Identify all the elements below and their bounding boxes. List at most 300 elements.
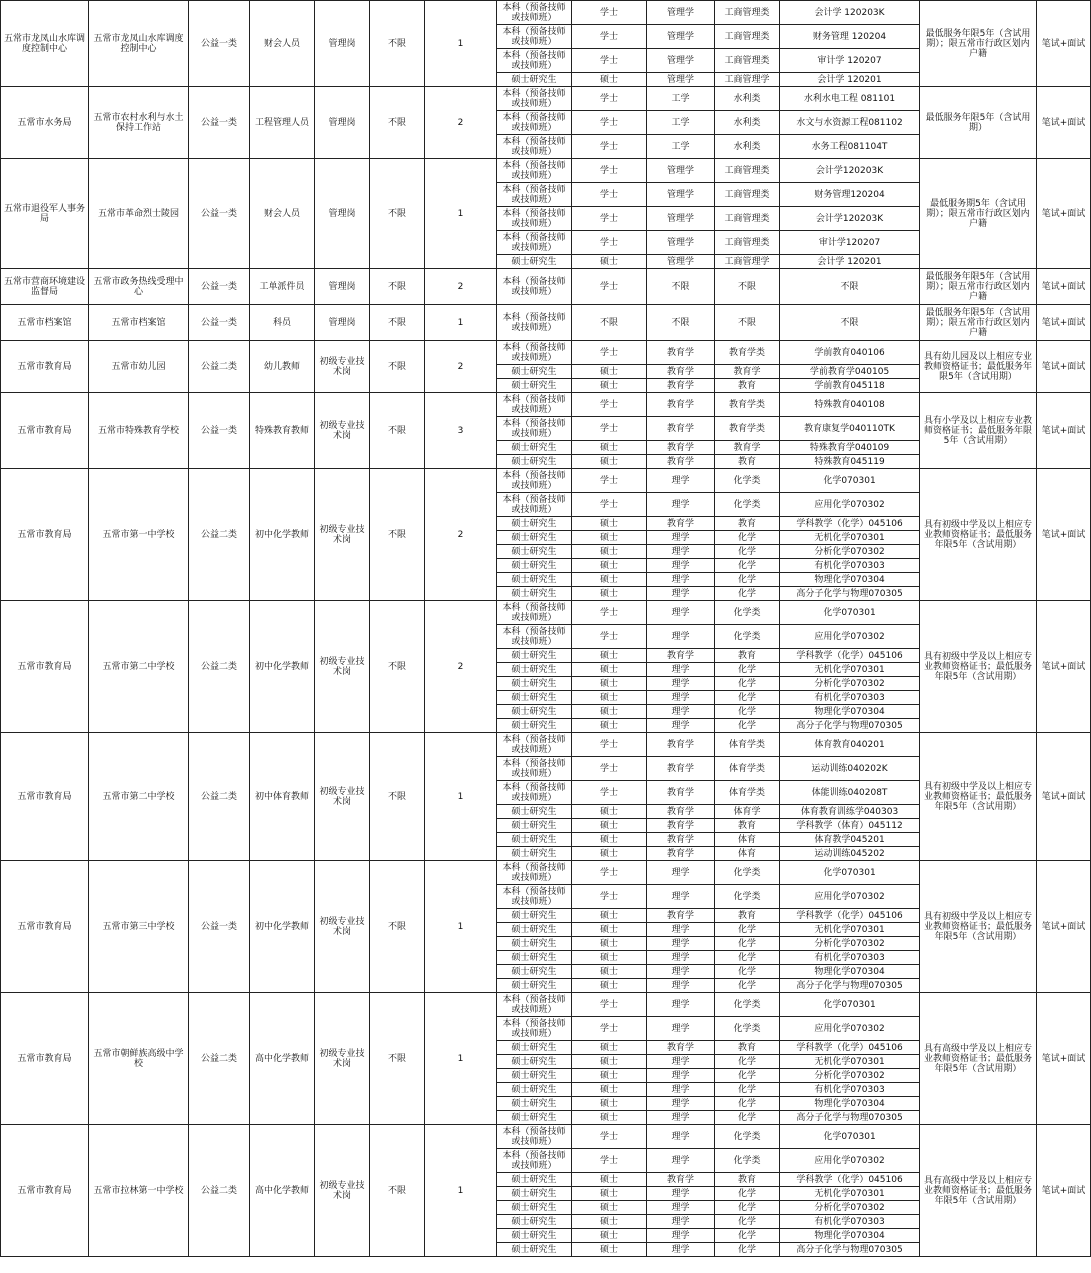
post-name-cell: 特殊教育教师 bbox=[250, 393, 315, 469]
education-cell: 本科（预备技师或技师班） bbox=[497, 231, 572, 255]
degree-cell: 硕士 bbox=[572, 1083, 647, 1097]
major-category-cell: 工商管理学 bbox=[715, 255, 780, 269]
degree-cell: 学士 bbox=[572, 757, 647, 781]
discipline-cell: 管理学 bbox=[647, 159, 715, 183]
degree-cell: 硕士 bbox=[572, 1041, 647, 1055]
discipline-cell: 理学 bbox=[647, 979, 715, 993]
discipline-cell: 管理学 bbox=[647, 25, 715, 49]
gender-cell: 不限 bbox=[370, 601, 425, 733]
gender-cell: 不限 bbox=[370, 305, 425, 341]
major-category-cell: 工商管理类 bbox=[715, 1, 780, 25]
major-cell: 化学070301 bbox=[780, 601, 920, 625]
education-cell: 本科（预备技师或技师班） bbox=[497, 1149, 572, 1173]
degree-cell: 硕士 bbox=[572, 965, 647, 979]
education-cell: 本科（预备技师或技师班） bbox=[497, 993, 572, 1017]
major-category-cell: 化学类 bbox=[715, 625, 780, 649]
department-cell: 五常市教育局 bbox=[1, 733, 89, 861]
requirement-cell: 最低服务年限5年（含试用期）；限五常市行政区划内户籍 bbox=[920, 269, 1037, 305]
exam-method-cell: 笔试+面试 bbox=[1037, 469, 1091, 601]
requirement-cell: 最低服务期5年（含试用期）；限五常市行政区划内户籍 bbox=[920, 159, 1037, 269]
major-cell: 会计学 120203K bbox=[780, 1, 920, 25]
exam-method-cell: 笔试+面试 bbox=[1037, 87, 1091, 159]
education-cell: 硕士研究生 bbox=[497, 805, 572, 819]
degree-cell: 学士 bbox=[572, 417, 647, 441]
unit-cell: 五常市龙凤山水库调度控制中心 bbox=[89, 1, 189, 87]
requirement-cell: 具有初级中学及以上相应专业教师资格证书；最低服务年限5年（含试用期） bbox=[920, 733, 1037, 861]
unit-cell: 五常市革命烈士陵园 bbox=[89, 159, 189, 269]
major-cell: 运动训练045202 bbox=[780, 847, 920, 861]
department-cell: 五常市教育局 bbox=[1, 993, 89, 1125]
discipline-cell: 理学 bbox=[647, 1017, 715, 1041]
headcount-cell: 3 bbox=[425, 393, 497, 469]
major-category-cell: 化学 bbox=[715, 719, 780, 733]
major-cell: 分析化学070302 bbox=[780, 1201, 920, 1215]
major-category-cell: 体育 bbox=[715, 847, 780, 861]
major-cell: 学科教学（化学）045106 bbox=[780, 517, 920, 531]
degree-cell: 不限 bbox=[572, 305, 647, 341]
post-type-cell: 管理岗 bbox=[315, 87, 370, 159]
major-category-cell: 化学类 bbox=[715, 1017, 780, 1041]
education-cell: 硕士研究生 bbox=[497, 951, 572, 965]
major-category-cell: 化学 bbox=[715, 705, 780, 719]
category-cell: 公益一类 bbox=[189, 87, 250, 159]
major-category-cell: 工商管理类 bbox=[715, 49, 780, 73]
exam-method-cell: 笔试+面试 bbox=[1037, 159, 1091, 269]
education-cell: 硕士研究生 bbox=[497, 379, 572, 393]
education-cell: 本科（预备技师或技师班） bbox=[497, 493, 572, 517]
major-cell: 水务工程081104T bbox=[780, 135, 920, 159]
major-cell: 不限 bbox=[780, 305, 920, 341]
exam-method-cell: 笔试+面试 bbox=[1037, 601, 1091, 733]
degree-cell: 学士 bbox=[572, 49, 647, 73]
major-cell: 应用化学070302 bbox=[780, 625, 920, 649]
category-cell: 公益二类 bbox=[189, 341, 250, 393]
major-category-cell: 体育学类 bbox=[715, 757, 780, 781]
education-cell: 硕士研究生 bbox=[497, 531, 572, 545]
discipline-cell: 理学 bbox=[647, 663, 715, 677]
major-cell: 化学070301 bbox=[780, 1125, 920, 1149]
major-cell: 应用化学070302 bbox=[780, 1017, 920, 1041]
discipline-cell: 教育学 bbox=[647, 819, 715, 833]
major-cell: 不限 bbox=[780, 269, 920, 305]
table-row bbox=[1, 305, 1091, 341]
discipline-cell: 理学 bbox=[647, 625, 715, 649]
discipline-cell: 理学 bbox=[647, 705, 715, 719]
degree-cell: 硕士 bbox=[572, 545, 647, 559]
discipline-cell: 理学 bbox=[647, 601, 715, 625]
department-cell: 五常市教育局 bbox=[1, 469, 89, 601]
major-category-cell: 教育 bbox=[715, 379, 780, 393]
discipline-cell: 教育学 bbox=[647, 455, 715, 469]
degree-cell: 学士 bbox=[572, 493, 647, 517]
major-category-cell: 化学类 bbox=[715, 1149, 780, 1173]
department-cell: 五常市教育局 bbox=[1, 601, 89, 733]
major-category-cell: 教育学 bbox=[715, 365, 780, 379]
department-cell: 五常市教育局 bbox=[1, 1125, 89, 1257]
post-name-cell: 初中化学教师 bbox=[250, 601, 315, 733]
major-cell: 应用化学070302 bbox=[780, 493, 920, 517]
table-row bbox=[1, 861, 1091, 885]
degree-cell: 学士 bbox=[572, 87, 647, 111]
major-category-cell: 工商管理类 bbox=[715, 231, 780, 255]
discipline-cell: 理学 bbox=[647, 1111, 715, 1125]
degree-cell: 硕士 bbox=[572, 1229, 647, 1243]
discipline-cell: 管理学 bbox=[647, 73, 715, 87]
major-cell: 体能训练040208T bbox=[780, 781, 920, 805]
major-category-cell: 化学 bbox=[715, 937, 780, 951]
major-cell: 高分子化学与物理070305 bbox=[780, 979, 920, 993]
major-cell: 运动训练040202K bbox=[780, 757, 920, 781]
major-cell: 水文与水资源工程081102 bbox=[780, 111, 920, 135]
headcount-cell: 2 bbox=[425, 269, 497, 305]
requirement-cell: 具有幼儿园及以上相应专业教师资格证书；最低服务年限5年（含试用期） bbox=[920, 341, 1037, 393]
major-cell: 审计学 120207 bbox=[780, 49, 920, 73]
headcount-cell: 1 bbox=[425, 159, 497, 269]
category-cell: 公益一类 bbox=[189, 159, 250, 269]
exam-method-cell: 笔试+面试 bbox=[1037, 1125, 1091, 1257]
degree-cell: 硕士 bbox=[572, 73, 647, 87]
degree-cell: 硕士 bbox=[572, 517, 647, 531]
major-cell: 物理化学070304 bbox=[780, 965, 920, 979]
degree-cell: 硕士 bbox=[572, 1097, 647, 1111]
major-category-cell: 化学类 bbox=[715, 469, 780, 493]
degree-cell: 学士 bbox=[572, 135, 647, 159]
post-type-cell: 初级专业技术岗 bbox=[315, 341, 370, 393]
gender-cell: 不限 bbox=[370, 159, 425, 269]
post-type-cell: 初级专业技术岗 bbox=[315, 393, 370, 469]
discipline-cell: 理学 bbox=[647, 469, 715, 493]
unit-cell: 五常市第一中学校 bbox=[89, 469, 189, 601]
major-category-cell: 化学类 bbox=[715, 885, 780, 909]
major-category-cell: 教育学 bbox=[715, 441, 780, 455]
major-cell: 高分子化学与物理070305 bbox=[780, 719, 920, 733]
major-category-cell: 化学类 bbox=[715, 861, 780, 885]
post-type-cell: 初级专业技术岗 bbox=[315, 733, 370, 861]
major-category-cell: 教育学类 bbox=[715, 393, 780, 417]
discipline-cell: 教育学 bbox=[647, 909, 715, 923]
major-category-cell: 化学 bbox=[715, 1187, 780, 1201]
major-cell: 分析化学070302 bbox=[780, 545, 920, 559]
major-category-cell: 化学类 bbox=[715, 993, 780, 1017]
education-cell: 硕士研究生 bbox=[497, 1097, 572, 1111]
education-cell: 硕士研究生 bbox=[497, 1041, 572, 1055]
discipline-cell: 教育学 bbox=[647, 517, 715, 531]
exam-method-cell: 笔试+面试 bbox=[1037, 861, 1091, 993]
discipline-cell: 工学 bbox=[647, 87, 715, 111]
education-cell: 硕士研究生 bbox=[497, 677, 572, 691]
department-cell: 五常市营商环境建设监督局 bbox=[1, 269, 89, 305]
education-cell: 本科（预备技师或技师班） bbox=[497, 601, 572, 625]
discipline-cell: 理学 bbox=[647, 1125, 715, 1149]
discipline-cell: 理学 bbox=[647, 1201, 715, 1215]
discipline-cell: 理学 bbox=[647, 587, 715, 601]
category-cell: 公益一类 bbox=[189, 305, 250, 341]
education-cell: 本科（预备技师或技师班） bbox=[497, 87, 572, 111]
degree-cell: 硕士 bbox=[572, 691, 647, 705]
education-cell: 硕士研究生 bbox=[497, 649, 572, 663]
major-cell: 学前教育学040105 bbox=[780, 365, 920, 379]
unit-cell: 五常市特殊教育学校 bbox=[89, 393, 189, 469]
headcount-cell: 1 bbox=[425, 993, 497, 1125]
major-category-cell: 化学 bbox=[715, 1069, 780, 1083]
major-cell: 学前教育040106 bbox=[780, 341, 920, 365]
education-cell: 本科（预备技师或技师班） bbox=[497, 625, 572, 649]
degree-cell: 硕士 bbox=[572, 979, 647, 993]
education-cell: 硕士研究生 bbox=[497, 1187, 572, 1201]
degree-cell: 学士 bbox=[572, 861, 647, 885]
major-cell: 无机化学070301 bbox=[780, 1187, 920, 1201]
major-cell: 有机化学070303 bbox=[780, 1083, 920, 1097]
discipline-cell: 理学 bbox=[647, 531, 715, 545]
degree-cell: 学士 bbox=[572, 1149, 647, 1173]
headcount-cell: 1 bbox=[425, 1125, 497, 1257]
discipline-cell: 教育学 bbox=[647, 847, 715, 861]
department-cell: 五常市退役军人事务局 bbox=[1, 159, 89, 269]
major-category-cell: 教育 bbox=[715, 455, 780, 469]
discipline-cell: 理学 bbox=[647, 719, 715, 733]
education-cell: 硕士研究生 bbox=[497, 923, 572, 937]
major-cell: 有机化学070303 bbox=[780, 691, 920, 705]
post-type-cell: 初级专业技术岗 bbox=[315, 601, 370, 733]
exam-method-cell: 笔试+面试 bbox=[1037, 393, 1091, 469]
discipline-cell: 工学 bbox=[647, 111, 715, 135]
major-cell: 水利水电工程 081101 bbox=[780, 87, 920, 111]
department-cell: 五常市教育局 bbox=[1, 861, 89, 993]
major-cell: 物理化学070304 bbox=[780, 1097, 920, 1111]
major-cell: 学科教学（化学）045106 bbox=[780, 1041, 920, 1055]
discipline-cell: 教育学 bbox=[647, 805, 715, 819]
major-cell: 会计学120203K bbox=[780, 207, 920, 231]
major-cell: 财务管理120204 bbox=[780, 183, 920, 207]
education-cell: 硕士研究生 bbox=[497, 1069, 572, 1083]
major-cell: 化学070301 bbox=[780, 993, 920, 1017]
discipline-cell: 工学 bbox=[647, 135, 715, 159]
category-cell: 公益一类 bbox=[189, 1, 250, 87]
degree-cell: 学士 bbox=[572, 393, 647, 417]
discipline-cell: 理学 bbox=[647, 1083, 715, 1097]
education-cell: 本科（预备技师或技师班） bbox=[497, 885, 572, 909]
degree-cell: 学士 bbox=[572, 625, 647, 649]
requirement-cell: 最低服务年限5年（含试用期） bbox=[920, 87, 1037, 159]
education-cell: 本科（预备技师或技师班） bbox=[497, 207, 572, 231]
department-cell: 五常市档案馆 bbox=[1, 305, 89, 341]
major-cell: 学科教学（化学）045106 bbox=[780, 1173, 920, 1187]
category-cell: 公益一类 bbox=[189, 269, 250, 305]
education-cell: 硕士研究生 bbox=[497, 559, 572, 573]
major-cell: 无机化学070301 bbox=[780, 663, 920, 677]
discipline-cell: 理学 bbox=[647, 1215, 715, 1229]
education-cell: 硕士研究生 bbox=[497, 365, 572, 379]
degree-cell: 硕士 bbox=[572, 1243, 647, 1257]
unit-cell: 五常市农村水利与水土保持工作站 bbox=[89, 87, 189, 159]
discipline-cell: 管理学 bbox=[647, 49, 715, 73]
major-cell: 会计学 120201 bbox=[780, 255, 920, 269]
exam-method-cell: 笔试+面试 bbox=[1037, 1, 1091, 87]
degree-cell: 硕士 bbox=[572, 833, 647, 847]
degree-cell: 硕士 bbox=[572, 255, 647, 269]
post-name-cell: 初中化学教师 bbox=[250, 469, 315, 601]
discipline-cell: 理学 bbox=[647, 1069, 715, 1083]
education-cell: 本科（预备技师或技师班） bbox=[497, 393, 572, 417]
major-cell: 无机化学070301 bbox=[780, 1055, 920, 1069]
major-category-cell: 体育学类 bbox=[715, 781, 780, 805]
major-cell: 教育康复学040110TK bbox=[780, 417, 920, 441]
discipline-cell: 理学 bbox=[647, 1149, 715, 1173]
degree-cell: 硕士 bbox=[572, 1187, 647, 1201]
education-cell: 本科（预备技师或技师班） bbox=[497, 159, 572, 183]
discipline-cell: 理学 bbox=[647, 951, 715, 965]
category-cell: 公益二类 bbox=[189, 993, 250, 1125]
gender-cell: 不限 bbox=[370, 341, 425, 393]
major-category-cell: 水利类 bbox=[715, 135, 780, 159]
education-cell: 本科（预备技师或技师班） bbox=[497, 25, 572, 49]
major-category-cell: 化学 bbox=[715, 1229, 780, 1243]
major-cell: 有机化学070303 bbox=[780, 559, 920, 573]
major-category-cell: 化学类 bbox=[715, 601, 780, 625]
gender-cell: 不限 bbox=[370, 87, 425, 159]
degree-cell: 硕士 bbox=[572, 531, 647, 545]
education-cell: 本科（预备技师或技师班） bbox=[497, 757, 572, 781]
gender-cell: 不限 bbox=[370, 269, 425, 305]
discipline-cell: 教育学 bbox=[647, 393, 715, 417]
post-name-cell: 财会人员 bbox=[250, 159, 315, 269]
education-cell: 本科（预备技师或技师班） bbox=[497, 469, 572, 493]
discipline-cell: 管理学 bbox=[647, 255, 715, 269]
gender-cell: 不限 bbox=[370, 1125, 425, 1257]
education-cell: 本科（预备技师或技师班） bbox=[497, 1, 572, 25]
post-name-cell: 工程管理人员 bbox=[250, 87, 315, 159]
education-cell: 硕士研究生 bbox=[497, 1201, 572, 1215]
major-category-cell: 工商管理类 bbox=[715, 207, 780, 231]
discipline-cell: 教育学 bbox=[647, 1173, 715, 1187]
degree-cell: 硕士 bbox=[572, 847, 647, 861]
requirement-cell: 具有高级中学及以上相应专业教师资格证书；最低服务年限5年（含试用期） bbox=[920, 1125, 1037, 1257]
education-cell: 本科（预备技师或技师班） bbox=[497, 49, 572, 73]
degree-cell: 学士 bbox=[572, 993, 647, 1017]
discipline-cell: 理学 bbox=[647, 559, 715, 573]
discipline-cell: 理学 bbox=[647, 1097, 715, 1111]
degree-cell: 学士 bbox=[572, 1125, 647, 1149]
discipline-cell: 教育学 bbox=[647, 733, 715, 757]
discipline-cell: 不限 bbox=[647, 269, 715, 305]
education-cell: 硕士研究生 bbox=[497, 663, 572, 677]
requirement-cell: 最低服务年限5年（含试用期）；限五常市行政区划内户籍 bbox=[920, 1, 1037, 87]
degree-cell: 硕士 bbox=[572, 365, 647, 379]
gender-cell: 不限 bbox=[370, 861, 425, 993]
education-cell: 硕士研究生 bbox=[497, 441, 572, 455]
table-row bbox=[1, 393, 1091, 417]
education-cell: 本科（预备技师或技师班） bbox=[497, 183, 572, 207]
table-row bbox=[1, 87, 1091, 111]
major-category-cell: 化学 bbox=[715, 1243, 780, 1257]
degree-cell: 学士 bbox=[572, 341, 647, 365]
discipline-cell: 理学 bbox=[647, 573, 715, 587]
gender-cell: 不限 bbox=[370, 469, 425, 601]
post-name-cell: 财会人员 bbox=[250, 1, 315, 87]
post-type-cell: 初级专业技术岗 bbox=[315, 469, 370, 601]
post-type-cell: 管理岗 bbox=[315, 1, 370, 87]
major-category-cell: 教育学类 bbox=[715, 341, 780, 365]
major-category-cell: 化学 bbox=[715, 1097, 780, 1111]
post-name-cell: 幼儿教师 bbox=[250, 341, 315, 393]
education-cell: 硕士研究生 bbox=[497, 1243, 572, 1257]
major-cell: 应用化学070302 bbox=[780, 885, 920, 909]
major-cell: 学前教育045118 bbox=[780, 379, 920, 393]
major-cell: 应用化学070302 bbox=[780, 1149, 920, 1173]
degree-cell: 学士 bbox=[572, 269, 647, 305]
post-type-cell: 初级专业技术岗 bbox=[315, 1125, 370, 1257]
exam-method-cell: 笔试+面试 bbox=[1037, 733, 1091, 861]
table-row bbox=[1, 993, 1091, 1017]
discipline-cell: 教育学 bbox=[647, 1041, 715, 1055]
education-cell: 硕士研究生 bbox=[497, 719, 572, 733]
education-cell: 本科（预备技师或技师班） bbox=[497, 417, 572, 441]
post-name-cell: 工单派件员 bbox=[250, 269, 315, 305]
major-category-cell: 不限 bbox=[715, 305, 780, 341]
category-cell: 公益二类 bbox=[189, 733, 250, 861]
major-cell: 特殊教育学040109 bbox=[780, 441, 920, 455]
degree-cell: 硕士 bbox=[572, 1111, 647, 1125]
discipline-cell: 管理学 bbox=[647, 1, 715, 25]
degree-cell: 硕士 bbox=[572, 441, 647, 455]
department-cell: 五常市水务局 bbox=[1, 87, 89, 159]
discipline-cell: 理学 bbox=[647, 545, 715, 559]
education-cell: 本科（预备技师或技师班） bbox=[497, 1125, 572, 1149]
department-cell: 五常市龙凤山水库调度控制中心 bbox=[1, 1, 89, 87]
exam-method-cell: 笔试+面试 bbox=[1037, 269, 1091, 305]
discipline-cell: 理学 bbox=[647, 965, 715, 979]
category-cell: 公益一类 bbox=[189, 861, 250, 993]
major-cell: 审计学120207 bbox=[780, 231, 920, 255]
education-cell: 硕士研究生 bbox=[497, 691, 572, 705]
unit-cell: 五常市第三中学校 bbox=[89, 861, 189, 993]
major-category-cell: 水利类 bbox=[715, 87, 780, 111]
education-cell: 硕士研究生 bbox=[497, 587, 572, 601]
exam-method-cell: 笔试+面试 bbox=[1037, 305, 1091, 341]
post-type-cell: 初级专业技术岗 bbox=[315, 993, 370, 1125]
degree-cell: 学士 bbox=[572, 159, 647, 183]
headcount-cell: 2 bbox=[425, 341, 497, 393]
unit-cell: 五常市第二中学校 bbox=[89, 601, 189, 733]
education-cell: 本科（预备技师或技师班） bbox=[497, 305, 572, 341]
major-cell: 无机化学070301 bbox=[780, 923, 920, 937]
major-cell: 无机化学070301 bbox=[780, 531, 920, 545]
table-row bbox=[1, 159, 1091, 183]
major-category-cell: 化学 bbox=[715, 1215, 780, 1229]
major-category-cell: 体育学 bbox=[715, 805, 780, 819]
discipline-cell: 教育学 bbox=[647, 417, 715, 441]
unit-cell: 五常市幼儿园 bbox=[89, 341, 189, 393]
major-category-cell: 教育 bbox=[715, 909, 780, 923]
discipline-cell: 教育学 bbox=[647, 781, 715, 805]
requirement-cell: 具有初级中学及以上相应专业教师资格证书；最低服务年限5年（含试用期） bbox=[920, 469, 1037, 601]
major-category-cell: 化学 bbox=[715, 979, 780, 993]
category-cell: 公益二类 bbox=[189, 601, 250, 733]
table-row bbox=[1, 469, 1091, 493]
education-cell: 硕士研究生 bbox=[497, 1083, 572, 1097]
discipline-cell: 理学 bbox=[647, 677, 715, 691]
unit-cell: 五常市朝鲜族高级中学校 bbox=[89, 993, 189, 1125]
degree-cell: 硕士 bbox=[572, 951, 647, 965]
headcount-cell: 2 bbox=[425, 601, 497, 733]
education-cell: 硕士研究生 bbox=[497, 545, 572, 559]
discipline-cell: 教育学 bbox=[647, 341, 715, 365]
major-cell: 物理化学070304 bbox=[780, 705, 920, 719]
education-cell: 本科（预备技师或技师班） bbox=[497, 269, 572, 305]
discipline-cell: 理学 bbox=[647, 923, 715, 937]
post-type-cell: 初级专业技术岗 bbox=[315, 861, 370, 993]
education-cell: 本科（预备技师或技师班） bbox=[497, 135, 572, 159]
